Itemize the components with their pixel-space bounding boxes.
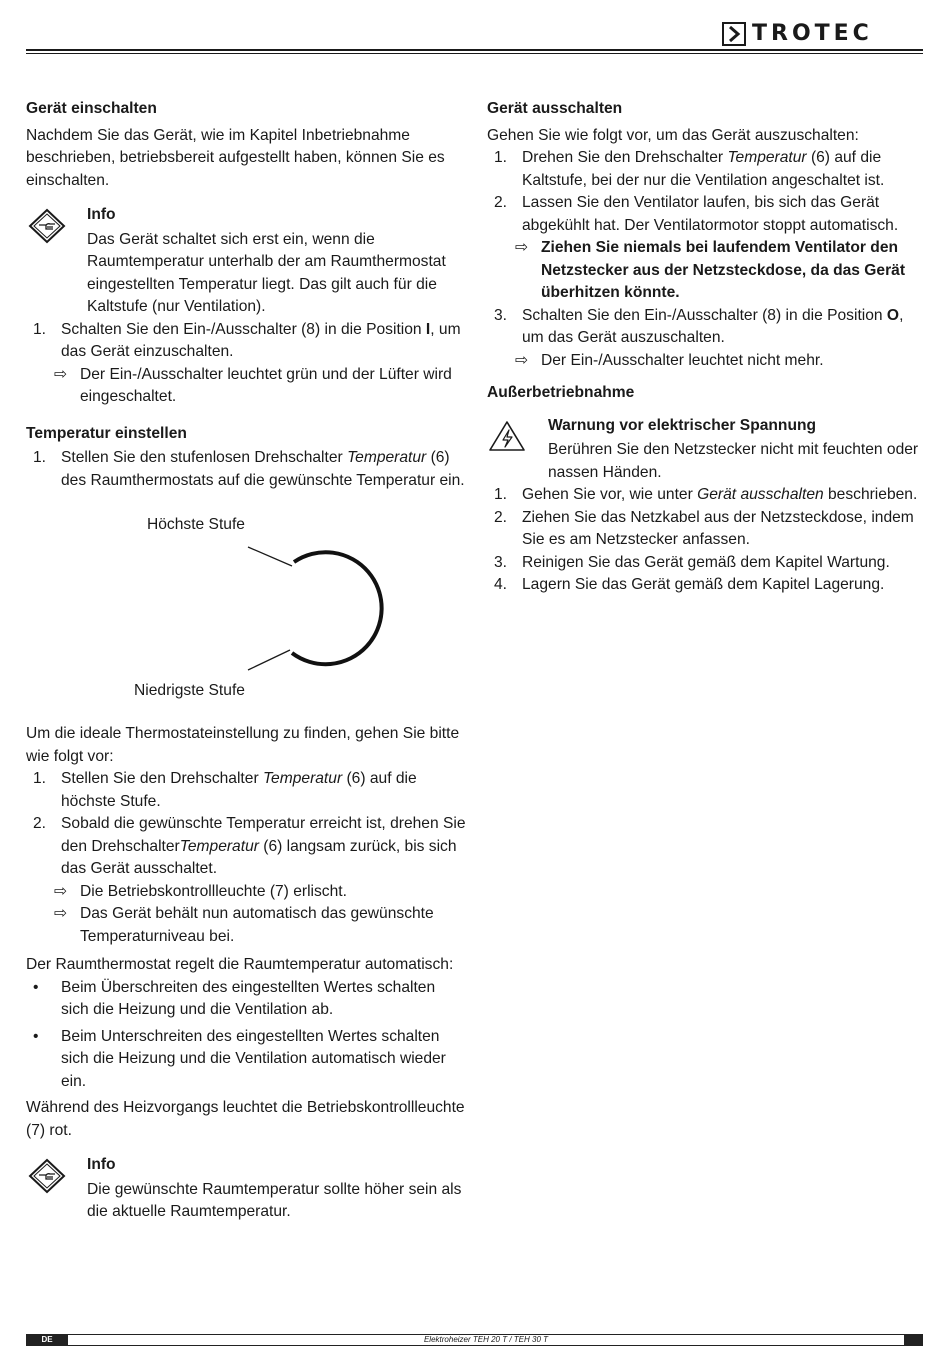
dial-arc-icon xyxy=(26,532,466,692)
footer-doc-title: Elektroheizer TEH 20 T / TEH 30 T xyxy=(68,1334,904,1346)
section-title-ausschalten: Gerät ausschalten xyxy=(487,100,623,117)
list-item: 4. Lagern Sie das Gerät gemäß dem Kapitel Lagerung. xyxy=(494,576,885,593)
info-hand-icon xyxy=(26,204,87,319)
logo-chevron-icon xyxy=(722,22,746,46)
info-title: Info xyxy=(87,206,116,223)
electric-warning-icon xyxy=(487,415,548,485)
header-rule xyxy=(26,49,923,51)
list-item: 1. Stellen Sie den stufenlosen Drehschalter Temperatur (6) des Raumthermostats auf die gewünschte Temperatur ein. xyxy=(33,449,465,489)
bullet-icon: • xyxy=(33,1027,39,1045)
bullet-item: • Beim Überschreiten des eingestellten Wertes schalten sich die Heizung und die Ventilation ab. xyxy=(26,977,466,1022)
footer-language: DE xyxy=(26,1334,68,1346)
logo-text: TROTEC xyxy=(752,20,873,46)
result-item: ⇨ Der Ein-/Ausschalter leuchtet nicht mehr. xyxy=(487,350,927,373)
result-item: ⇨ Ziehen Sie niemals bei laufendem Ventilator den Netzstecker aus der Netzsteckdose, da das Gerät überhitzen könnte. xyxy=(487,237,927,305)
footer-bar xyxy=(26,1334,923,1346)
result-arrow-icon: ⇨ xyxy=(54,905,68,922)
info-hand-icon xyxy=(26,1154,87,1224)
list-item: 2. Ziehen Sie das Netzkabel aus der Netzsteckdose, indem Sie es am Netzstecker anfassen. xyxy=(494,508,914,548)
section-title-ausserbetriebnahme: Außerbetriebnahme xyxy=(487,384,635,401)
paragraph: Um die ideale Thermostateinstellung zu finden, gehen Sie bitte wie folgt vor: xyxy=(26,725,460,765)
list-item: 2. Lassen Sie den Ventilator laufen, bis sich das Gerät abgekühlt hat. Der Ventilatormotor stoppt automatisch. xyxy=(494,194,899,234)
bullet-item: • Beim Unterschreiten des eingestellten Wertes schalten sich die Heizung und die Ventilation automatisch wieder ein. xyxy=(26,1026,466,1094)
warning-title: Warnung vor elektrischer Spannung xyxy=(548,416,817,434)
left-column xyxy=(26,98,466,1224)
header-rule-thin xyxy=(26,53,923,54)
result-arrow-icon: ⇨ xyxy=(54,882,68,900)
section-title-temperatur: Temperatur einstellen xyxy=(26,424,187,442)
list-item: 1. Drehen Sie den Drehschalter Temperatur (6) auf die Kaltstufe, bei der nur die Ventilation angeschaltet ist. xyxy=(494,149,885,189)
result-item: ⇨ Die Betriebskontrollleuchte (7) erlischt. xyxy=(26,881,466,904)
info-note xyxy=(26,1154,466,1224)
result-item: ⇨ Das Gerät behält nun automatisch das gewünschte Temperaturniveau bei. xyxy=(26,903,466,948)
info-text: Die gewünschte Raumtemperatur sollte höher sein als die aktuelle Raumtemperatur. xyxy=(87,1180,462,1220)
result-item: ⇨ Der Ein-/Ausschalter leuchtet grün und der Lüfter wird eingeschaltet. xyxy=(26,364,466,409)
list-item: 2. Sobald die gewünschte Temperatur erreicht ist, drehen Sie den DrehschalterTemperatur (6) langsam zurück, bis sich das Gerät ausschaltet. xyxy=(33,815,466,877)
bullet-icon: • xyxy=(33,978,39,996)
paragraph: Der Raumthermostat regelt die Raumtemperatur automatisch: xyxy=(26,956,454,973)
info-text: Das Gerät schaltet sich erst ein, wenn die Raumtemperatur unterhalb der am Raumthermostat eingestellten Temperatur liegt. Das gilt auch für die Kaltstufe (nur Ventilation). xyxy=(87,230,446,315)
section-title-einschalten: Gerät einschalten xyxy=(26,100,157,117)
dial-diagram xyxy=(26,514,466,719)
warning-text: Berühren Sie den Netzstecker nicht mit feuchten oder nassen Händen. xyxy=(548,441,919,481)
info-note xyxy=(26,204,466,319)
result-arrow-icon: ⇨ xyxy=(54,365,68,383)
result-arrow-icon: ⇨ xyxy=(515,351,529,369)
trotec-logo xyxy=(722,20,873,48)
dial-label-low: Niedrigste Stufe xyxy=(134,682,245,699)
footer-page-number: 7 xyxy=(898,1335,903,1344)
paragraph: Während des Heizvorgangs leuchtet die Betriebskontrollleuchte (7) rot. xyxy=(26,1099,465,1139)
info-title: Info xyxy=(87,1156,116,1173)
right-column xyxy=(487,98,927,597)
dial-label-high: Höchste Stufe xyxy=(147,516,245,533)
warning-note xyxy=(487,415,927,485)
list-item: 1. Stellen Sie den Drehschalter Temperatur (6) auf die höchste Stufe. xyxy=(33,770,417,810)
paragraph: Gehen Sie wie folgt vor, um das Gerät auszuschalten: xyxy=(487,126,859,144)
list-item: 3. Reinigen Sie das Gerät gemäß dem Kapitel Wartung. xyxy=(494,553,890,571)
paragraph: Nachdem Sie das Gerät, wie im Kapitel Inbetriebnahme beschrieben, betriebsbereit aufgestellt haben, können Sie es einschalten. xyxy=(26,126,445,189)
result-arrow-icon: ⇨ xyxy=(515,239,529,256)
list-item: 3. Schalten Sie den Ein-/Ausschalter (8) in die Position O, um das Gerät auszuschalten. xyxy=(494,306,904,346)
list-item: 1. Schalten Sie den Ein-/Ausschalter (8) in die Position I, um das Gerät einzuschalten. xyxy=(33,320,461,360)
list-item: 1. Gehen Sie vor, wie unter Gerät ausschalten beschrieben. xyxy=(494,486,918,503)
